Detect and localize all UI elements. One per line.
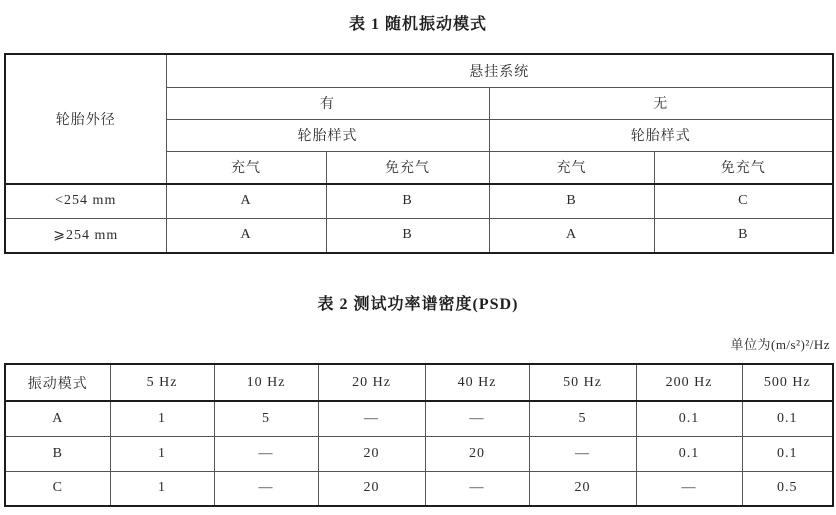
table2-mode-label: C	[5, 471, 110, 506]
table2-col-header: 500 Hz	[742, 364, 833, 401]
table-row	[5, 436, 833, 471]
table1-row-label: <254 mm	[5, 184, 166, 218]
table2-cell: 0.1	[636, 436, 742, 471]
table1-title: 表 1 随机振动模式	[348, 16, 487, 33]
table1-cell: A	[166, 218, 326, 253]
table2-col-header: 200 Hz	[636, 364, 742, 401]
table2-cell: —	[425, 401, 529, 436]
table2-col-header: 5 Hz	[110, 364, 214, 401]
table2-psd	[4, 363, 834, 507]
table1-cell: A	[489, 218, 654, 253]
table2-cell: —	[636, 471, 742, 506]
table2-col-header: 50 Hz	[529, 364, 636, 401]
table2-cell: 20	[318, 436, 425, 471]
table2-cell: 1	[110, 401, 214, 436]
table-row	[5, 218, 833, 253]
table2-cell: —	[214, 436, 318, 471]
table1-random-vibration-mode	[4, 53, 834, 254]
table1-header-with-suspension: 有	[166, 87, 489, 119]
table2-unit-note: 单位为(m/s²)²/Hz	[730, 337, 830, 352]
table2-cell: 5	[214, 401, 318, 436]
table2-cell: 20	[425, 436, 529, 471]
table-header-row	[5, 364, 833, 401]
table2-cell: 0.1	[742, 436, 833, 471]
table1-row-label: ⩾254 mm	[5, 218, 166, 253]
table2-mode-label: B	[5, 436, 110, 471]
table1-cell: B	[489, 184, 654, 218]
table1-header-non-pneumatic-without: 免充气	[654, 151, 833, 184]
table1-cell: B	[654, 218, 833, 253]
table2-col-header: 40 Hz	[425, 364, 529, 401]
table1-header-without-suspension: 无	[489, 87, 833, 119]
table1-header-pneumatic-with: 充气	[166, 151, 326, 184]
table2-col-header: 10 Hz	[214, 364, 318, 401]
table-row	[5, 184, 833, 218]
table2-cell: 0.5	[742, 471, 833, 506]
table-row	[5, 471, 833, 506]
table2-cell: 20	[318, 471, 425, 506]
table1-header-tire-outer-diameter: 轮胎外径	[5, 54, 166, 184]
table1-header-tire-style-with: 轮胎样式	[166, 119, 489, 151]
table1-header-non-pneumatic-with: 免充气	[326, 151, 489, 184]
table1-cell: B	[326, 218, 489, 253]
table2-col-header: 20 Hz	[318, 364, 425, 401]
table2-mode-label: A	[5, 401, 110, 436]
table2-cell: 20	[529, 471, 636, 506]
table1-header-tire-style-without: 轮胎样式	[489, 119, 833, 151]
table1-cell: C	[654, 184, 833, 218]
table2-cell: 1	[110, 471, 214, 506]
table1-header-suspension-system: 悬挂系统	[166, 54, 833, 87]
table1-header-pneumatic-without: 充气	[489, 151, 654, 184]
table2-title: 表 2 测试功率谱密度(PSD)	[317, 296, 519, 313]
table-row	[5, 401, 833, 436]
table2-cell: 0.1	[636, 401, 742, 436]
table2-cell: —	[425, 471, 529, 506]
table2-cell: 5	[529, 401, 636, 436]
table2-col-header: 振动模式	[5, 364, 110, 401]
table1-cell: A	[166, 184, 326, 218]
table2-cell: —	[214, 471, 318, 506]
table2-cell: —	[529, 436, 636, 471]
table1-cell: B	[326, 184, 489, 218]
table2-cell: —	[318, 401, 425, 436]
table2-cell: 0.1	[742, 401, 833, 436]
table2-cell: 1	[110, 436, 214, 471]
